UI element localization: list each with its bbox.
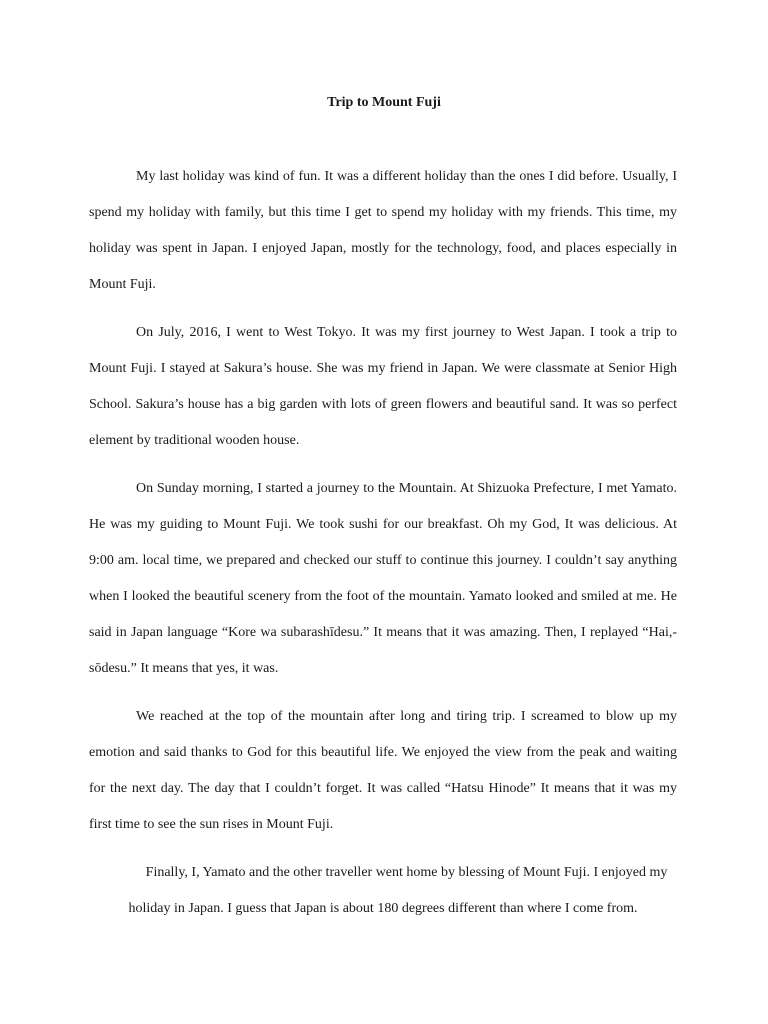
paragraph-5: Finally, I, Yamato and the other traveller went home by blessing of Mount Fuji. I enjoyed my holiday in Japan. I guess that Japan is about 180 degrees different than where I come from. (128, 865, 668, 916)
paragraph-4: We reached at the top of the mountain after long and tiring trip. I screamed to blow up my emotion and said thanks to God for this beautiful life. We enjoyed the view from the peak and waiting for the next day. The day that I couldn’t forget. It was called “Hatsu Hinode” It means that it was my first time to see the sun rises in Mount Fuji. (89, 709, 677, 832)
document-title: Trip to Mount Fuji (327, 95, 441, 110)
paragraph-2: On July, 2016, I went to West Tokyo. It was my first journey to West Japan. I took a trip to Mount Fuji. I stayed at Sakura’s house. She was my friend in Japan. We were classmate at Senior High School. Sakura’s house has a big garden with lots of green flowers and beautiful sand. It was so perfect element by traditional wooden house. (89, 325, 677, 448)
document-body (89, 159, 677, 939)
paragraph-1: My last holiday was kind of fun. It was a different holiday than the ones I did before. Usually, I spend my holiday with family, but this time I get to spend my holiday with my friends. This time, my holiday was spent in Japan. I enjoyed Japan, mostly for the technology, food, and places especially in Mount Fuji. (89, 169, 677, 292)
paragraph-3: On Sunday morning, I started a journey to the Mountain. At Shizuoka Prefecture, I met Yamato. He was my guiding to Mount Fuji. We took sushi for our breakfast. Oh my God, It was delicious. At 9:00 am. local time, we prepared and checked our stuff to continue this journey. I couldn’t say anything when I looked the beautiful scenery from the foot of the mountain. Yamato looked and smiled at me. He said in Japan language “Kore wa subarashīdesu.” It means that it was amazing. Then, I replayed “Hai,-sōdesu.” It means that yes, it was. (89, 481, 677, 676)
